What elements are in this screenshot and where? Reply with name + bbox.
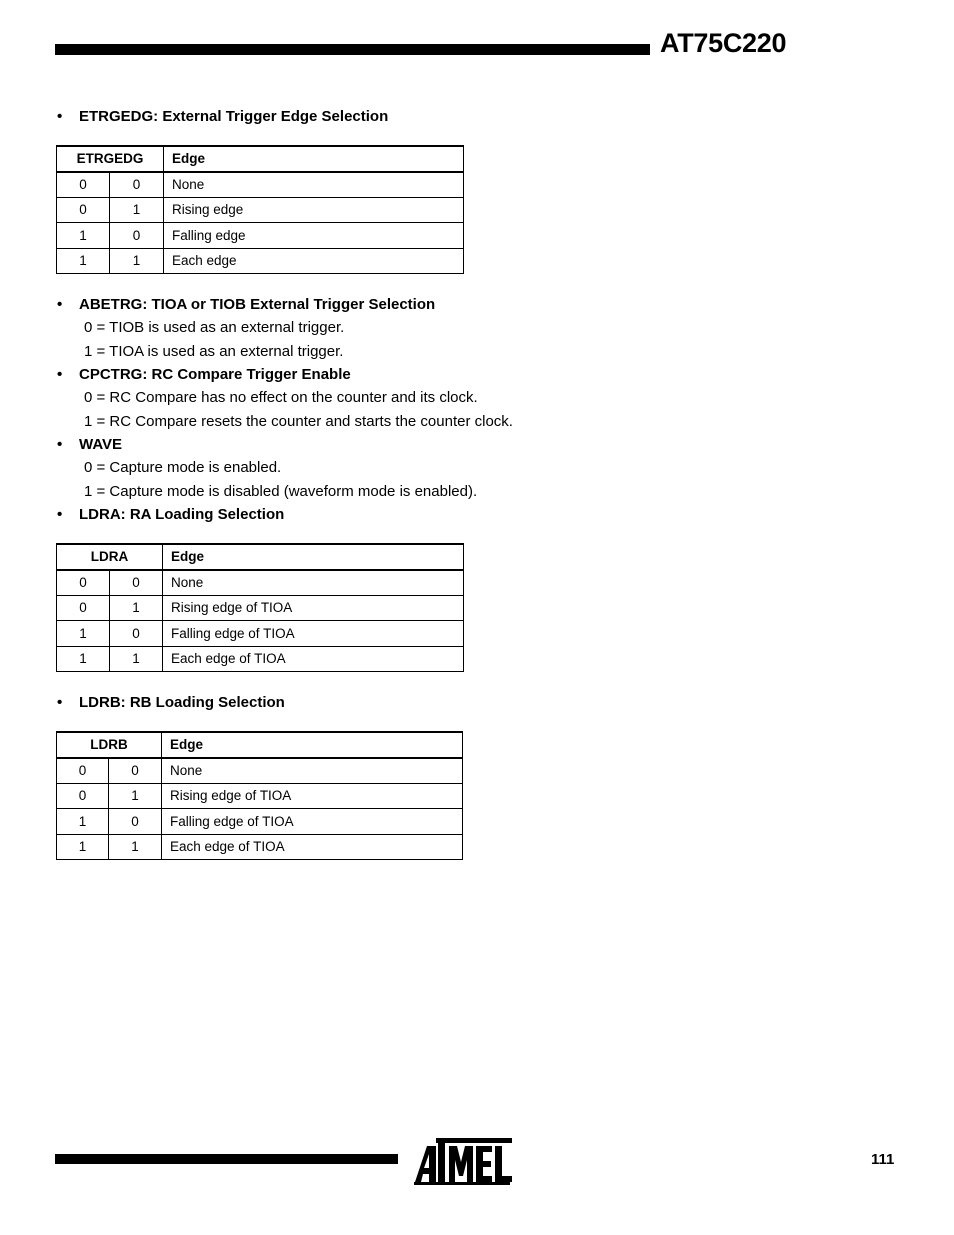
bit-cell: 1 — [57, 223, 110, 249]
bit-cell: 0 — [110, 621, 163, 647]
bit-cell: 0 — [110, 570, 163, 596]
bullet-icon: • — [57, 506, 63, 523]
edge-cell: Falling edge — [164, 223, 464, 249]
page-title: AT75C220 — [660, 28, 787, 58]
wave-heading — [57, 436, 122, 453]
bit-cell: 1 — [110, 197, 164, 223]
bullet-icon: • — [57, 108, 63, 125]
wave-desc-0: 0 = Capture mode is enabled. — [84, 459, 282, 476]
abetrg-desc-1: 1 = TIOA is used as an external trigger. — [84, 343, 344, 360]
edge-cell: None — [162, 758, 463, 784]
edge-cell: Falling edge of TIOA — [163, 621, 464, 647]
table-row — [57, 783, 463, 809]
header-rule — [55, 44, 650, 55]
table-row — [57, 248, 464, 274]
cpctrg-desc-0: 0 = RC Compare has no effect on the counter and its clock. — [84, 389, 478, 406]
bit-cell: 1 — [57, 248, 110, 274]
edge-cell: None — [164, 172, 464, 198]
page-number: 111 — [871, 1151, 895, 1168]
column-header-edge: Edge — [164, 146, 464, 172]
column-header-ldra: LDRA — [57, 544, 163, 570]
cpctrg-heading-text: CPCTRG: RC Compare Trigger Enable — [79, 366, 351, 383]
bit-cell: 0 — [57, 570, 110, 596]
bullet-icon: • — [57, 366, 63, 383]
edge-cell: Each edge — [164, 248, 464, 274]
bit-cell: 1 — [109, 783, 162, 809]
atmel-logo-icon — [412, 1136, 514, 1186]
bit-cell: 0 — [57, 172, 110, 198]
bit-cell: 1 — [110, 595, 163, 621]
table-row — [57, 809, 463, 835]
edge-cell: Each edge of TIOA — [163, 646, 464, 672]
edge-cell: Falling edge of TIOA — [162, 809, 463, 835]
bit-cell: 1 — [110, 248, 164, 274]
bullet-icon: • — [57, 296, 63, 313]
bit-cell: 0 — [110, 172, 164, 198]
table-row — [57, 595, 464, 621]
wave-heading-text: WAVE — [79, 436, 123, 453]
abetrg-heading-text: ABETRG: TIOA or TIOB External Trigger Selection — [79, 296, 436, 313]
edge-cell: None — [163, 570, 464, 596]
bit-cell: 1 — [109, 834, 162, 860]
bullet-icon: • — [57, 436, 63, 453]
abetrg-heading — [57, 296, 435, 313]
table-header-row — [57, 146, 464, 172]
table-row — [57, 621, 464, 647]
footer-rule — [55, 1154, 398, 1164]
edge-cell: Rising edge of TIOA — [162, 783, 463, 809]
ldra-heading — [57, 506, 284, 523]
ldra-table — [56, 543, 464, 672]
table-row — [57, 646, 464, 672]
abetrg-desc-0: 0 = TIOB is used as an external trigger. — [84, 319, 345, 336]
table-row — [57, 223, 464, 249]
column-header-edge: Edge — [163, 544, 464, 570]
wave-desc-1: 1 = Capture mode is disabled (waveform mode is enabled). — [84, 483, 478, 500]
bit-cell: 1 — [110, 646, 163, 672]
table-row — [57, 570, 464, 596]
etrgedg-heading — [57, 108, 388, 125]
bit-cell: 1 — [57, 621, 110, 647]
column-header-ldrb: LDRB — [57, 732, 162, 758]
etrgedg-heading-text: ETRGEDG: External Trigger Edge Selection — [79, 108, 389, 125]
table-header-row — [57, 732, 463, 758]
ldrb-heading-text: LDRB: RB Loading Selection — [79, 694, 285, 711]
column-header-edge: Edge — [162, 732, 463, 758]
cpctrg-heading — [57, 366, 351, 383]
ldrb-table — [56, 731, 463, 860]
table-header-row — [57, 544, 464, 570]
bit-cell: 0 — [110, 223, 164, 249]
bit-cell: 0 — [57, 197, 110, 223]
table-row — [57, 834, 463, 860]
bit-cell: 0 — [109, 758, 162, 784]
bit-cell: 1 — [57, 646, 110, 672]
column-header-etrgedg: ETRGEDG — [57, 146, 164, 172]
edge-cell: Each edge of TIOA — [162, 834, 463, 860]
table-row — [57, 758, 463, 784]
ldrb-heading — [57, 694, 285, 711]
bit-cell: 0 — [109, 809, 162, 835]
table-row — [57, 172, 464, 198]
bit-cell: 0 — [57, 758, 109, 784]
etrgedg-table — [56, 145, 464, 274]
bit-cell: 0 — [57, 595, 110, 621]
ldra-heading-text: LDRA: RA Loading Selection — [79, 506, 285, 523]
table-row — [57, 197, 464, 223]
cpctrg-desc-1: 1 = RC Compare resets the counter and starts the counter clock. — [84, 413, 513, 430]
bullet-icon: • — [57, 694, 63, 711]
bit-cell: 1 — [57, 834, 109, 860]
bit-cell: 1 — [57, 809, 109, 835]
edge-cell: Rising edge — [164, 197, 464, 223]
edge-cell: Rising edge of TIOA — [163, 595, 464, 621]
bit-cell: 0 — [57, 783, 109, 809]
